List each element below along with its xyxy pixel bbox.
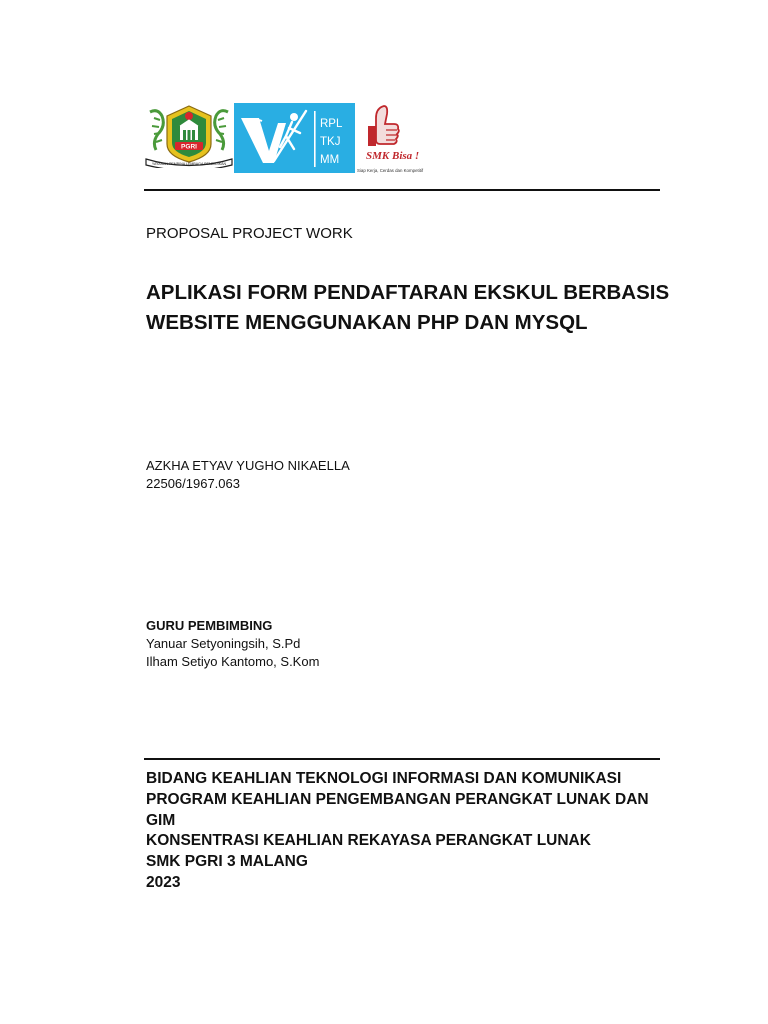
rpl-text: RPL <box>320 118 343 130</box>
mentor-block <box>146 617 319 671</box>
smk-tagline: Siap Kerja, Cerdas dan Kompetitif <box>357 168 424 173</box>
header-logos <box>144 100 444 176</box>
pgri-ribbon-text: YAYASAN PEMBINA LEMBAGA PENDIDIKAN <box>151 162 227 166</box>
institution-block <box>146 769 649 894</box>
bottom-divider <box>144 758 660 760</box>
document-title <box>146 278 669 338</box>
mentor-name: Yanuar Setyoningsih, S.Pd <box>146 636 301 651</box>
year: 2023 <box>146 873 181 891</box>
program-line: PROGRAM KEAHLIAN PENGEMBANGAN PERANGKAT LUNAK DAN <box>146 790 649 808</box>
field-of-study: BIDANG KEAHLIAN TEKNOLOGI INFORMASI DAN KOMUNIKASI <box>146 770 622 787</box>
pgri-badge-text: PGRI <box>181 143 197 151</box>
author-id: 22506/1967.063 <box>146 476 240 491</box>
tkj-text: TKJ <box>320 136 341 148</box>
mentor-heading: GURU PEMBIMBING <box>146 618 273 633</box>
concentration-line: KONSENTRASI KEAHLIAN REKAYASA PERANGKAT LUNAK <box>146 832 591 850</box>
author-block <box>146 457 350 493</box>
document-type: PROPOSAL PROJECT WORK <box>146 225 353 242</box>
smk-bisa-text: SMK Bisa ! <box>366 150 420 162</box>
author-name: AZKHA ETYAV YUGHO NIKAELLA <box>146 458 350 473</box>
title-line-1: APLIKASI FORM PENDAFTARAN EKSKUL BERBASIS <box>146 281 670 304</box>
title-line-2: WEBSITE MENGGUNAKAN PHP DAN MYSQL <box>146 311 588 334</box>
pgri-logo <box>144 104 234 168</box>
top-divider <box>144 189 660 191</box>
school-name: SMK PGRI 3 MALANG <box>146 853 308 871</box>
program-line-continued: GIM <box>146 811 176 829</box>
rpl-tkj-mm-logo <box>234 103 355 173</box>
mentor-name: Ilham Setiyo Kantomo, S.Kom <box>146 654 320 669</box>
mm-text: MM <box>320 154 340 166</box>
smk-bisa-logo <box>356 102 446 174</box>
